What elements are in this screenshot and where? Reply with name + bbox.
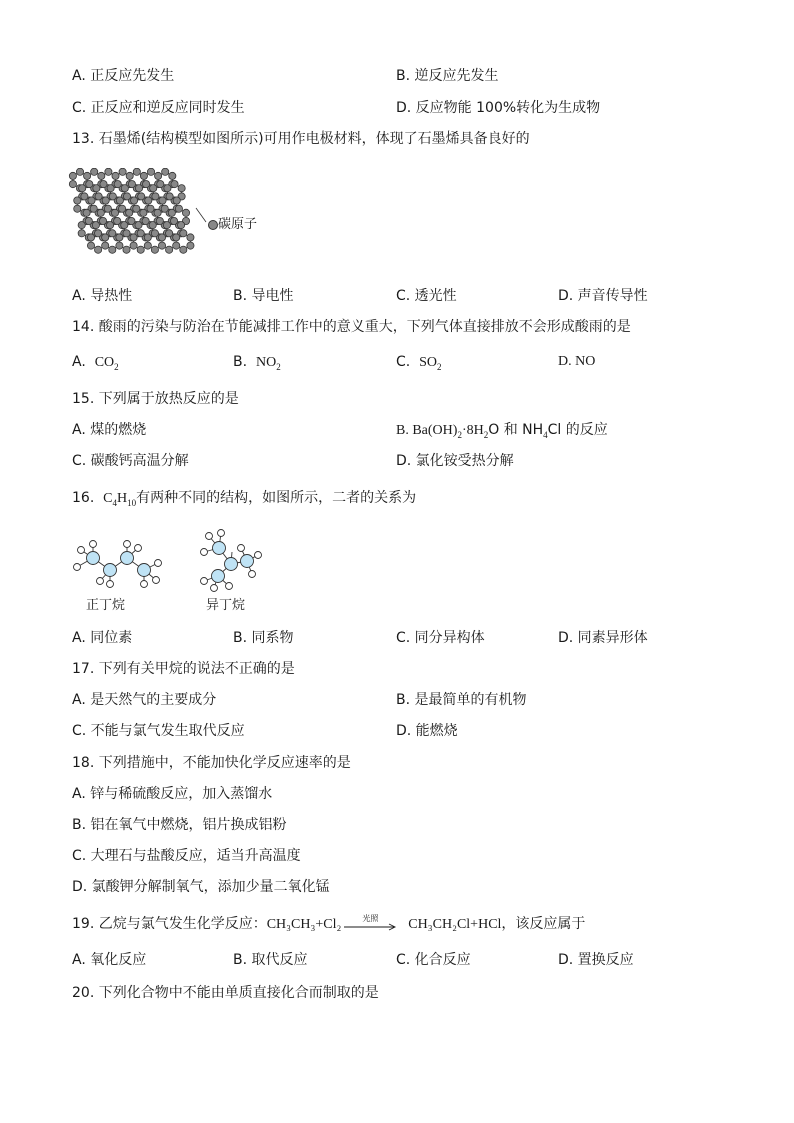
q14-option-a xyxy=(72,353,119,376)
q15-option-b-sub1: 2 xyxy=(457,429,462,440)
carbon-atom xyxy=(182,209,189,216)
q19-reactants: CH₃CH₃+Cl₂ xyxy=(266,917,342,932)
carbon-atom xyxy=(95,230,102,237)
carbon-atom xyxy=(152,193,159,200)
carbon-atom xyxy=(86,181,93,188)
q18-option-a: A. 锌与稀硫酸反应，加入蒸馏水 xyxy=(72,786,273,802)
carbon-atom xyxy=(69,181,76,188)
q14-option-c xyxy=(396,353,442,376)
carbon-atom xyxy=(147,168,154,175)
carbon-atom xyxy=(98,172,105,179)
q14-option-a-prefix: A. xyxy=(72,354,86,370)
q13-stem: 13. 石墨烯(结构模型如图所示)可用作电极材料，体现了石墨烯具备良好的 xyxy=(72,131,530,147)
carbon-atom xyxy=(119,205,126,212)
q13-option-c: C. 透光性 xyxy=(396,288,457,304)
carbon-atom xyxy=(187,242,194,249)
carbon-atom xyxy=(105,168,112,175)
q16-number: 16. xyxy=(72,490,95,506)
carbon-atom xyxy=(178,185,185,192)
arrow-icon xyxy=(344,923,398,931)
carbon-atom xyxy=(114,181,121,188)
q14-option-b-prefix: B. xyxy=(233,354,248,370)
carbon-atom xyxy=(112,172,119,179)
carbon-atom xyxy=(69,172,76,179)
q18-option-d: D. 氯酸钾分解制氧气，添加少量二氧化锰 xyxy=(72,879,330,895)
carbon-atom xyxy=(123,193,130,200)
carbon-atom xyxy=(109,230,116,237)
carbon-atom xyxy=(74,205,81,212)
q19-option-a: A. 氧化反应 xyxy=(72,952,147,968)
carbon-atom xyxy=(119,168,126,175)
carbon-atom xyxy=(93,185,100,192)
q14-option-d: D. NO xyxy=(558,354,596,369)
carbon-atom xyxy=(126,172,133,179)
carbon-atom xyxy=(150,185,157,192)
carbon-atom xyxy=(130,242,137,249)
carbon-atom xyxy=(102,197,109,204)
carbon-atom xyxy=(144,242,151,249)
carbon-atom xyxy=(156,217,163,224)
q14-option-c-subscript: 2 xyxy=(437,361,442,372)
carbon-atom xyxy=(126,209,133,216)
carbon-atom xyxy=(140,172,147,179)
carbon-atom xyxy=(81,193,88,200)
q18-option-c: C. 大理石与盐酸反应，适当升高温度 xyxy=(72,848,301,864)
carbon-atom xyxy=(90,205,97,212)
q15-stem: 15. 下列属于放热反应的是 xyxy=(72,391,239,407)
q19-option-d: D. 置换反应 xyxy=(558,952,634,968)
carbon-atom xyxy=(137,230,144,237)
carbon-atom xyxy=(116,234,123,241)
carbon-atom xyxy=(128,217,135,224)
carbon-atom xyxy=(173,242,180,249)
carbon-atom-label: 碳原子 xyxy=(218,217,258,232)
q12-option-d: D. 反应物能 100%转化为生成物 xyxy=(396,100,601,116)
q19-stem-prefix: 19. 乙烷与氯气发生化学反应： xyxy=(72,916,267,932)
q13-option-a: A. 导热性 xyxy=(72,288,133,304)
carbon-atom xyxy=(154,209,161,216)
carbon-atom xyxy=(88,197,95,204)
carbon-atom xyxy=(157,181,164,188)
carbon-atom xyxy=(140,209,147,216)
carbon-atom xyxy=(133,168,140,175)
carbon-atom xyxy=(100,181,107,188)
carbon-atom xyxy=(95,246,102,253)
q14-option-b-formula: NO xyxy=(255,355,277,370)
carbon-atom xyxy=(147,205,154,212)
carbon-atom xyxy=(99,217,106,224)
q15-option-a: A. 煤的燃烧 xyxy=(72,422,147,438)
carbon-atom xyxy=(74,197,81,204)
carbon-atom xyxy=(163,222,170,229)
carbon-atom xyxy=(76,168,83,175)
q13-option-b: B. 导电性 xyxy=(233,288,294,304)
q19-stem-suffix: ，该反应属于 xyxy=(501,916,586,932)
q15-option-b xyxy=(396,421,608,444)
q12-option-b: B. 逆反应先发生 xyxy=(396,68,499,84)
n-butane-caption: 正丁烷 xyxy=(86,598,126,613)
carbon-atom xyxy=(87,242,94,249)
carbon-atom xyxy=(78,222,85,229)
carbon-atom xyxy=(178,222,185,229)
q15-option-c: C. 碳酸钙高温分解 xyxy=(72,453,189,469)
carbon-atom xyxy=(151,246,158,253)
carbon-atom xyxy=(102,234,109,241)
carbon-atom xyxy=(168,209,175,216)
q15-option-b-sub3: 4 xyxy=(543,429,548,440)
carbon-atom xyxy=(166,230,173,237)
carbon-atom xyxy=(175,205,182,212)
legend-leader-line xyxy=(196,208,206,222)
q16-formula-h-sub: 10 xyxy=(127,497,137,508)
carbon-atom xyxy=(170,217,177,224)
carbon-atom xyxy=(135,185,142,192)
q14-option-c-prefix: C. xyxy=(396,354,411,370)
carbon-atom xyxy=(84,172,91,179)
isobutane-model xyxy=(196,526,270,592)
q18-option-b: B. 铝在氧气中燃烧，铝片换成铝粉 xyxy=(72,817,287,833)
q15-option-b-part2: ·8H xyxy=(461,423,484,438)
carbon-atom xyxy=(102,242,109,249)
q16-stem-text: 有两种不同的结构，如图所示，二者的关系为 xyxy=(136,490,417,506)
carbon-atom xyxy=(111,209,118,216)
carbon-atom xyxy=(138,193,145,200)
q17-option-d: D. 能燃烧 xyxy=(396,723,458,739)
q17-option-b: B. 是最简单的有机物 xyxy=(396,692,527,708)
carbon-atom xyxy=(97,209,104,216)
carbon-atom xyxy=(131,197,138,204)
q16-formula-h: H xyxy=(117,491,128,506)
carbon-atom-legend xyxy=(208,217,257,233)
carbon-atom xyxy=(164,185,171,192)
q12-option-c: C. 正反应和逆反应同时发生 xyxy=(72,100,245,116)
q13-option-d: D. 声音传导性 xyxy=(558,288,648,304)
isobutane-caption: 异丁烷 xyxy=(206,598,246,613)
carbon-atom xyxy=(79,185,86,192)
carbon-atom xyxy=(166,246,173,253)
q19-products: CH₃CH₂Cl+HCl xyxy=(408,917,502,932)
q14-option-a-formula: CO xyxy=(94,355,115,370)
carbon-atom xyxy=(121,185,128,192)
carbon-atom xyxy=(145,197,152,204)
q20-stem: 20. 下列化合物中不能由单质直接化合而制取的是 xyxy=(72,985,379,1001)
carbon-atom xyxy=(158,242,165,249)
carbon-atom xyxy=(133,205,140,212)
carbon-atom xyxy=(180,230,187,237)
carbon-atom xyxy=(173,197,180,204)
carbon-atom xyxy=(142,217,149,224)
q14-option-a-subscript: 2 xyxy=(114,361,119,372)
carbon-atom xyxy=(151,230,158,237)
carbon-atom xyxy=(107,222,114,229)
carbon-atom xyxy=(155,172,162,179)
q16-option-b: B. 同系物 xyxy=(233,630,294,646)
carbon-atom xyxy=(158,234,165,241)
q16-formula-c-sub: 4 xyxy=(112,497,118,508)
q15-option-b-sub2: 2 xyxy=(483,429,489,440)
carbon-atom xyxy=(171,181,178,188)
carbon-atom xyxy=(116,242,123,249)
q15-option-b-part1: B. Ba(OH) xyxy=(396,423,458,438)
q12-option-a: A. 正反应先发生 xyxy=(72,68,175,84)
carbon-atom xyxy=(159,197,166,204)
carbon-atom xyxy=(137,246,144,253)
q14-stem: 14. 酸雨的污染与防治在节能减排工作中的意义重大，下列气体直接排放不会形成酸雨的是 xyxy=(72,319,631,335)
carbon-atom xyxy=(116,197,123,204)
q17-option-c: C. 不能与氯气发生取代反应 xyxy=(72,723,245,739)
q16-option-d: D. 同素异形体 xyxy=(558,630,648,646)
q19-stem xyxy=(72,915,585,934)
carbon-atom xyxy=(135,222,142,229)
carbon-atom xyxy=(143,181,150,188)
carbon-atom xyxy=(104,205,111,212)
carbon-atom xyxy=(109,193,116,200)
q17-stem: 17. 下列有关甲烷的说法不正确的是 xyxy=(72,661,295,677)
carbon-atom xyxy=(149,222,156,229)
carbon-atom-icon xyxy=(208,220,218,230)
q19-reaction-condition: 光照 xyxy=(362,914,379,923)
q19-option-b: B. 取代反应 xyxy=(233,952,308,968)
carbon-atom xyxy=(169,172,176,179)
q15-option-b-part4: Cl 的反应 xyxy=(547,422,608,438)
carbon-atom xyxy=(95,193,102,200)
carbon-atom xyxy=(123,230,130,237)
carbon-atom xyxy=(144,234,151,241)
carbon-atom xyxy=(83,209,90,216)
carbon-atom xyxy=(85,217,92,224)
carbon-atom xyxy=(173,234,180,241)
carbon-atom xyxy=(162,168,169,175)
carbon-atom xyxy=(121,222,128,229)
carbon-atom xyxy=(109,246,116,253)
carbon-atom xyxy=(180,246,187,253)
q15-option-d: D. 氯化铵受热分解 xyxy=(396,453,514,469)
q16-stem xyxy=(72,489,416,512)
q15-option-b-part3: O 和 NH xyxy=(488,422,544,438)
q14-option-c-formula: SO xyxy=(419,355,438,370)
carbon-atom xyxy=(114,217,121,224)
carbon-atom xyxy=(78,230,85,237)
carbon-atom xyxy=(92,222,99,229)
carbon-atom xyxy=(123,246,130,253)
carbon-atom xyxy=(107,185,114,192)
q19-option-c: C. 化合反应 xyxy=(396,952,471,968)
q16-option-a: A. 同位素 xyxy=(72,630,133,646)
q14-option-b xyxy=(233,353,281,376)
carbon-atom xyxy=(187,234,194,241)
q16-option-c: C. 同分异构体 xyxy=(396,630,485,646)
carbon-atom xyxy=(87,234,94,241)
q17-option-a: A. 是天然气的主要成分 xyxy=(72,692,217,708)
carbon-atom xyxy=(128,181,135,188)
q18-stem: 18. 下列措施中，不能加快化学反应速率的是 xyxy=(72,755,351,771)
carbon-atom xyxy=(161,205,168,212)
q19-reaction-arrow xyxy=(341,915,399,933)
carbon-atom xyxy=(130,234,137,241)
q16-formula-c: C xyxy=(103,491,113,506)
n-butane-model xyxy=(70,540,170,590)
q14-option-b-subscript: 2 xyxy=(276,361,281,372)
carbon-atom xyxy=(91,168,98,175)
carbon-atom xyxy=(166,193,173,200)
